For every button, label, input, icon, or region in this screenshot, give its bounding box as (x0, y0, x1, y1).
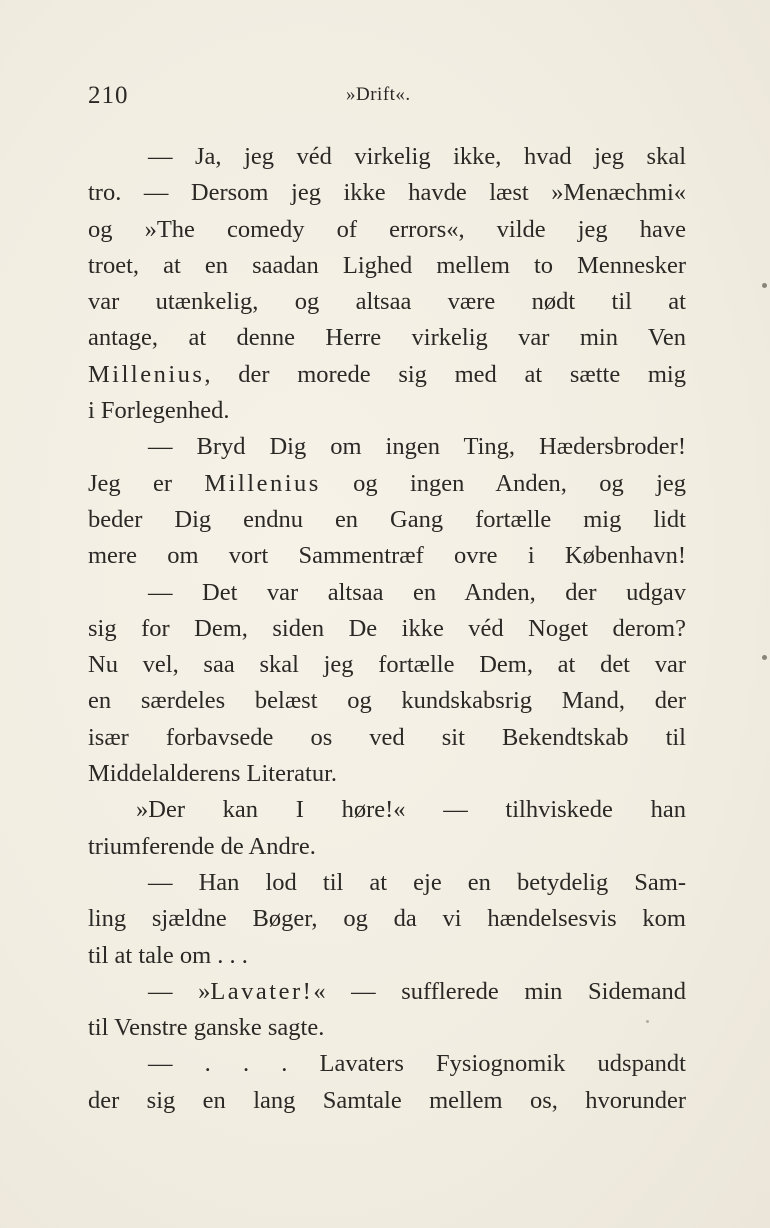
spaced-name: Millenius (88, 360, 205, 388)
text-line: — . . . Lavaters Fysiognomik udspandt (148, 1050, 686, 1078)
text-line: triumferende de Andre. (88, 832, 316, 860)
text-line: især forbavsede os ved sit Bekendtskab til (88, 723, 686, 751)
text-line: beder Dig endnu en Gang fortælle mig lidt (88, 505, 686, 533)
spaced-name: Lavater! (210, 977, 314, 1005)
text-line: der sig en lang Samtale mellem os, hvorunder (88, 1086, 686, 1114)
text-line: Nu vel, saa skal jeg fortælle Dem, at det var (88, 651, 686, 679)
text-line: var utænkelig, og altsaa være nødt til at (88, 288, 686, 316)
text-line: Middelalderens Literatur. (88, 760, 337, 788)
page-header (88, 82, 688, 112)
running-title: »Drift«. (346, 84, 411, 105)
text-line: mere om vort Sammentræf ovre i København! (88, 542, 686, 570)
text-line: sig for Dem, siden De ikke véd Noget derom? (88, 614, 686, 642)
paper-speck (646, 1020, 649, 1023)
paper-speck (762, 655, 767, 660)
body-text (88, 139, 686, 1119)
text-line: tro. — Dersom jeg ikke havde læst »Menæchmi« (88, 179, 686, 207)
page-number: 210 (88, 82, 129, 109)
text-line: i Forlegenhed. (88, 397, 230, 425)
spaced-name: Millenius (204, 469, 321, 497)
text-line: til at tale om . . . (88, 941, 248, 969)
text-line: antage, at denne Herre virkelig var min Ven (88, 324, 686, 352)
text-line: — Det var altsaa en Anden, der udgav (148, 578, 686, 606)
text-line: og »The comedy of errors«, vilde jeg have (88, 215, 686, 243)
text-line: ling sjældne Bøger, og da vi hændelsesvis kom (88, 905, 686, 933)
text-line: Millenius, der morede sig med at sætte mig (88, 360, 686, 388)
text-line: til Venstre ganske sagte. (88, 1014, 325, 1042)
text-line: — Han lod til at eje en betydelig Sam- (148, 868, 686, 896)
text-line: en særdeles belæst og kundskabsrig Mand, der (88, 687, 686, 715)
text-line: Jeg er Millenius og ingen Anden, og jeg (88, 469, 686, 497)
text-line: — Bryd Dig om ingen Ting, Hædersbroder! (148, 433, 686, 461)
text-line: — »Lavater!« — sufflerede min Sidemand (148, 977, 686, 1005)
paper-speck (762, 283, 767, 288)
text-line: troet, at en saadan Lighed mellem to Mennesker (88, 251, 686, 279)
text-line: »Der kan I høre!« — tilhviskede han (136, 796, 686, 824)
text-line: — Ja, jeg véd virkelig ikke, hvad jeg skal (148, 143, 686, 170)
